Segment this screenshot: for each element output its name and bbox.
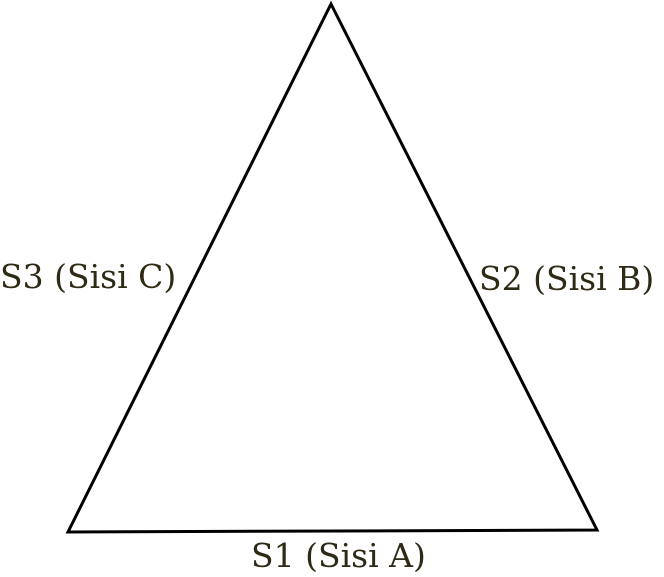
side-c-label: S3 (Sisi C) xyxy=(0,257,177,296)
side-b-label: S2 (Sisi B) xyxy=(479,259,655,298)
side-a-label: S1 (Sisi A) xyxy=(251,536,426,575)
